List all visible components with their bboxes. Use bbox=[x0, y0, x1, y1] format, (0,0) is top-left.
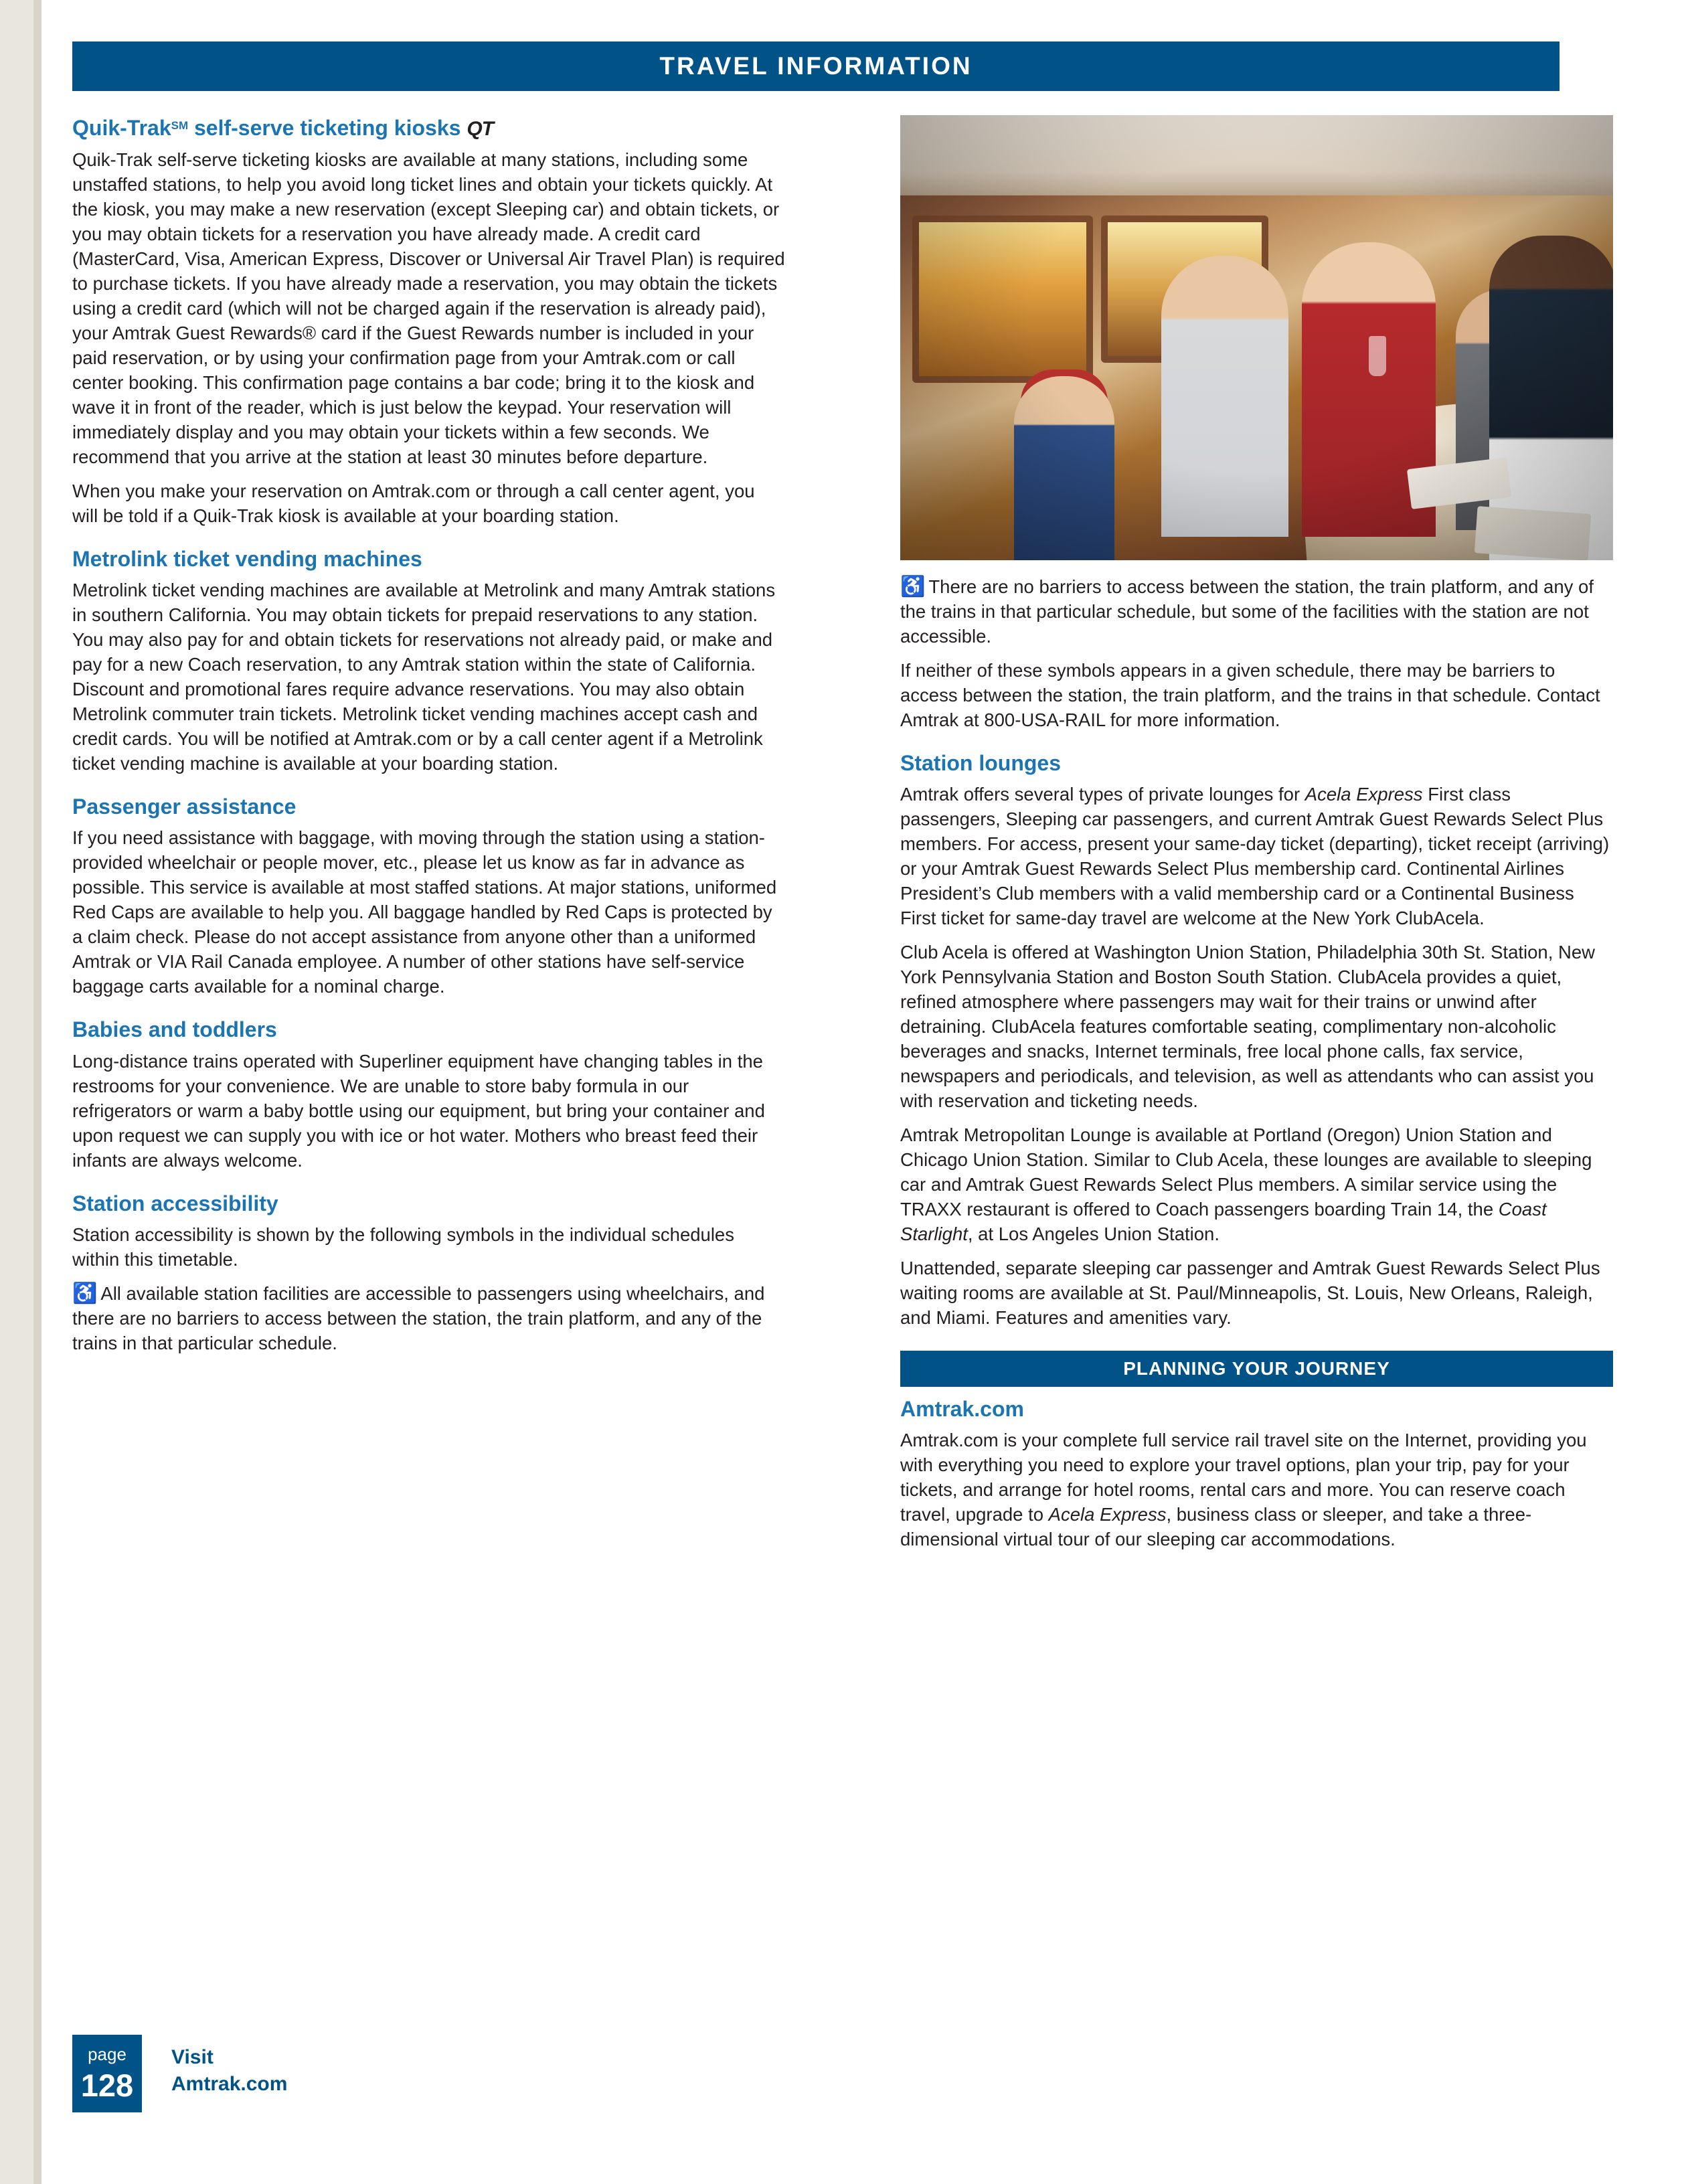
station-lounges-p1-a: Amtrak offers several types of private lounges for bbox=[900, 784, 1305, 805]
station-accessibility-paragraph-2-text: All available station facilities are accessible to passengers using wheelchairs, and there are no barriers to access between the station, the train platform, and any of the trains in that particular schedule. bbox=[72, 1282, 765, 1353]
station-lounges-paragraph-3 bbox=[900, 1123, 1613, 1247]
visit-line-2: Amtrak.com bbox=[171, 2072, 288, 2095]
visit-line-1: Visit bbox=[171, 2046, 214, 2068]
passenger-assistance-paragraph-1: If you need assistance with baggage, with moving through the station using a station-provided wheelchair or people mover, etc., please let us know as far in advance as possible. This service is available at most staffed stations. At major stations, uniformed Red Caps are available to help you. All baggage handled by Red Caps is protected by a claim check. Please do not accept assistance from anyone other than a uniformed Amtrak or VIA Rail Canada employee. A number of other stations have self-service baggage carts available for a nominal charge. bbox=[72, 827, 777, 997]
station-accessibility-paragraph-2 bbox=[72, 1282, 785, 1356]
visit-amtrak-callout bbox=[171, 2044, 287, 2098]
page-content bbox=[72, 41, 1610, 1550]
station-lounges-paragraph-2: Club Acela is offered at Washington Union Station, Philadelphia 30th St. Station, New York Pennsylvania Station and Boston South Station. ClubAcela provides a quiet, refined atmosphere where passengers may wait for their trains or unwind after detraining. ClubAcela features comfortable seating, complimentary non-alcoholic beverages and snacks, Internet terminals, free local phone calls, fax service, newspapers and periodicals, and television, as well as attendants who can assist you with reservation and ticketing needs. bbox=[900, 942, 1595, 1112]
section-heading-passenger-assistance: Passenger assistance bbox=[72, 794, 297, 819]
section-heading-babies-and-toddlers: Babies and toddlers bbox=[72, 1017, 277, 1042]
page-number: 128 bbox=[80, 2068, 134, 2103]
page-label: page bbox=[88, 2044, 127, 2064]
page-edge-decoration bbox=[0, 0, 41, 2184]
metrolink-paragraph-1: Metrolink ticket vending machines are available at Metrolink and many Amtrak stations in southern California. You may obtain tickets for prepaid reservations to any station. You may also pay for and obtain tickets for reservations not already paid, or make and pay for a new Coach reservation, to any Amtrak station within the state of California. Discount and promotional fares require advance reservations. You may also obtain Metrolink commuter train tickets. Metrolink ticket vending machines accept cash and credit cards. You will be notified at Amtrak.com or by a call center agent if a Metrolink ticket vending machine is available at your boarding station. bbox=[72, 580, 776, 774]
station-lounges-p3-emphasis: Coast Starlight bbox=[900, 1199, 1547, 1245]
left-column bbox=[72, 115, 785, 1365]
station-accessibility-paragraph-1: Station accessibility is shown by the following symbols in the individual schedules within this timetable. bbox=[72, 1224, 734, 1270]
quik-trak-paragraph-1: Quik-Trak self-serve ticketing kiosks are available at many stations, including some unstaffed stations, to help you avoid long ticket lines and obtain your tickets quickly. At the kiosk, you may make a new reservation (except Sleeping car) and obtain tickets, or you may obtain tickets for a reservation you have already made. A credit card (MasterCard, Visa, American Express, Discover or Universal Air Travel Plan) is required to purchase tickets. If you have already made a reservation, you may obtain the tickets using a credit card (which will not be charged again if the reservation is already paid), your Amtrak Guest Rewards® card if the Guest Rewards number is included in your paid reservation, or by using your confirmation page from your Amtrak.com or call center booking. This confirmation page contains a bar code; bring it to the kiosk and wave it in front of the reader, which is just below the keypad. Your reservation will immediately display and you may obtain your tickets within a few seconds. We recommend that you arrive at the station at least 30 minutes before departure. bbox=[72, 149, 785, 467]
station-lounges-p1-emphasis: Acela Express bbox=[1305, 784, 1423, 805]
quik-trak-paragraph-2: When you make your reservation on Amtrak.com or through a call center agent, you will be told if a Quik-Trak kiosk is available at your boarding station. bbox=[72, 480, 755, 526]
amtrak-com-p1-emphasis: Acela Express bbox=[1048, 1504, 1167, 1525]
section-heading-quik-trak bbox=[72, 115, 785, 141]
station-lounges-paragraph-1 bbox=[900, 782, 1613, 931]
station-lounges-paragraph-4: Unattended, separate sleeping car passenger and Amtrak Guest Rewards Select Plus waiting rooms are available at St. Paul/Minneapolis, St. Louis, New Orleans, Raleigh, and Miami. Features and amenities vary. bbox=[900, 1258, 1600, 1328]
babies-paragraph-1: Long-distance trains operated with Superliner equipment have changing tables in the restrooms for your convenience. We are unable to store baby formula in our refrigerators or warm a baby bottle using our equipment, but bring your container and upon request we can supply you with ice or hot water. Mothers who breast feed their infants are always welcome. bbox=[72, 1050, 765, 1171]
amtrak-com-p1-a: Amtrak.com is your complete full service rail travel site on the Internet, providing you with everything you need to explore your travel options, plan your trip, pay for your tickets, and arrange for hotel rooms, rental cars and more. You can reserve coach travel, upgrade to bbox=[900, 1430, 1587, 1525]
page-footer bbox=[72, 2035, 675, 2128]
section-heading-metrolink: Metrolink ticket vending machines bbox=[72, 546, 422, 571]
section-heading-amtrak-com: Amtrak.com bbox=[900, 1396, 1024, 1421]
page-number-badge bbox=[72, 2035, 142, 2112]
quik-trak-heading-main: Quik-Trak bbox=[72, 116, 171, 140]
amtrak-com-paragraph-1 bbox=[900, 1428, 1613, 1552]
access-paragraph-1 bbox=[900, 575, 1613, 649]
station-lounges-p3-a: Amtrak Metropolitan Lounge is available at Portland (Oregon) Union Station and Chicago Union Station. Similar to Club Acela, these lounges are available to sleeping car and Amtrak Guest Rewards Select Plus members. A similar service using the TRAXX restaurant is offered to Coach passengers boarding Train 14, the bbox=[900, 1124, 1592, 1220]
lounge-car-photo bbox=[900, 115, 1613, 560]
quik-trak-heading-rest: self-serve ticketing kiosks bbox=[188, 116, 461, 140]
quik-trak-badge-icon: QT bbox=[467, 118, 493, 140]
photo-vignette bbox=[900, 115, 1613, 560]
station-lounges-p3-b: , at Los Angeles Union Station. bbox=[967, 1224, 1220, 1245]
access-paragraph-2: If neither of these symbols appears in a given schedule, there may be barriers to access between the station, the train platform, and the trains in that schedule. Contact Amtrak at 800-USA-RAIL for more information. bbox=[900, 659, 1600, 730]
wheelchair-partial-icon: ♿ bbox=[900, 576, 926, 598]
page-banner-title: TRAVEL INFORMATION bbox=[72, 41, 1560, 91]
planning-your-journey-banner: PLANNING YOUR JOURNEY bbox=[900, 1351, 1613, 1387]
page-edge-inner-stripe bbox=[33, 0, 41, 2184]
amtrak-com-p1-b: , business class or sleeper, and take a three-dimensional virtual tour of our sleeping car accommodations. bbox=[900, 1504, 1532, 1550]
right-column bbox=[900, 115, 1613, 1562]
station-lounges-p1-b: First class passengers, Sleeping car passengers, and current Amtrak Guest Rewards Select Plus members. For access, present your same-day ticket (departing), ticket receipt (arriving) or your Amtrak Guest Rewards Select Plus membership card. Continental Airlines President’s Club members with a valid membership card or a Continental Business First ticket for same-day travel are welcome at the New York ClubAcela. bbox=[900, 784, 1610, 929]
section-heading-station-accessibility: Station accessibility bbox=[72, 1191, 278, 1215]
access-paragraph-1-text: There are no barriers to access between the station, the train platform, and any of the trains in that particular schedule, but some of the facilities with the station are not accessible. bbox=[900, 576, 1594, 647]
quik-trak-heading-servicemark: SM bbox=[171, 119, 189, 132]
wheelchair-icon: ♿ bbox=[72, 1282, 98, 1305]
section-heading-station-lounges: Station lounges bbox=[900, 750, 1061, 775]
